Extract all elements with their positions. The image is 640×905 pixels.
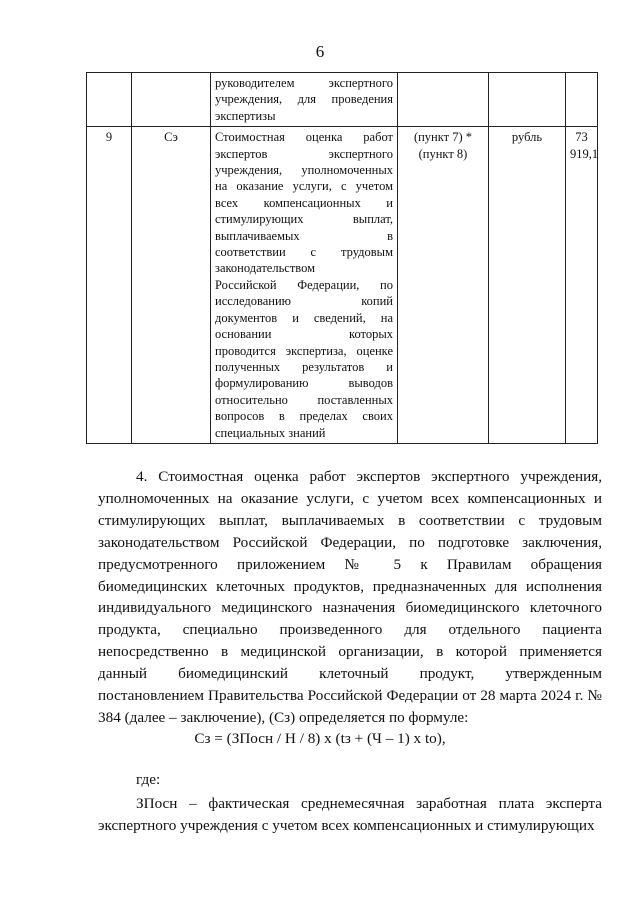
cell-source (398, 127, 489, 444)
paragraph-4: 4. Стоимостная оценка работ экспертов экспертного учреждения, уполномоченных на оказание услуги, с учетом всех компенсационных и стимулирующих выплат, выплачиваемых в соответствии с трудовым законодательством Российской Федерации, по подготовке заключения, предусмотренного приложением № 5 к Правилам обращения биомедицинских клеточных продуктов, предназначенных для исполнения индивидуального медицинского назначения биомедицинского клеточного продукта, специально произведенного для отдельного пациента непосредственно в медицинской организации, в которой применяется данный биомедицинский клеточный продукт, утвержденным постановлением Правительства Российской Федерации от 28 марта 2024 г. № 384 (далее – заключение), (Сз) определяется по формуле: (98, 468, 602, 726)
description-line: относительно поставленных (215, 392, 393, 407)
cell-unit: рубль (489, 127, 566, 444)
table-row (87, 127, 598, 444)
description-line: полученных результатов и (215, 359, 393, 374)
description-line: Стоимостная оценка работ (215, 130, 393, 145)
description-line: вопросов в пределах своих (215, 409, 393, 424)
description-line: законодательством (215, 261, 316, 276)
description-line: проводится экспертиза, оценке (215, 343, 393, 358)
where-label: где: (136, 771, 161, 788)
description-line: учреждения, уполномоченных (215, 163, 393, 178)
cell-code (132, 73, 211, 127)
table-row-continuation (87, 73, 598, 127)
cell-description (211, 127, 398, 444)
description-line: Российской Федерации, по (215, 277, 393, 292)
description-line: экспертов экспертного (215, 146, 393, 161)
source-line: (пункт 8) (418, 146, 468, 161)
description-line: учреждения, для проведения (215, 92, 393, 107)
description-line: исследованию копий (215, 294, 393, 309)
description-line: основании которых (215, 327, 393, 342)
description-line: руководителем экспертного (215, 76, 393, 90)
definition-text: ЗПосн – фактическая среднемесячная заработная плата эксперта экспертного учреждения с учетом всех компенсационных и стимулирующих (98, 795, 602, 834)
description-line: соответствии с трудовым (215, 245, 393, 260)
formula: Сз = (ЗПосн / Н / 8) x (tз + (Ч – 1) x to), (194, 730, 446, 747)
page-number: 6 (315, 42, 325, 61)
cost-table (86, 72, 598, 444)
description-line: на оказание услуги, с учетом (215, 179, 393, 194)
body-text (98, 466, 602, 729)
cell-number: 9 (87, 127, 132, 444)
description-line: документов и сведений, на (215, 310, 393, 325)
cell-number (87, 73, 132, 127)
description-line: формулированию выводов (215, 376, 393, 391)
cell-unit (489, 73, 566, 127)
description-line: стимулирующих выплат, (215, 212, 393, 227)
description-line: экспертизы (215, 108, 276, 123)
source-line: (пункт 7) * (413, 130, 473, 145)
cell-source (398, 73, 489, 127)
definition-block (98, 793, 602, 837)
cell-code: Сэ (132, 127, 211, 444)
cell-value (566, 73, 598, 127)
description-line: всех компенсационных и (215, 195, 393, 210)
description-line: специальных знаний (215, 425, 326, 440)
description-line: выплачиваемых в (215, 228, 393, 243)
cell-value: 73 919,1 (566, 127, 598, 444)
cell-description (211, 73, 398, 127)
